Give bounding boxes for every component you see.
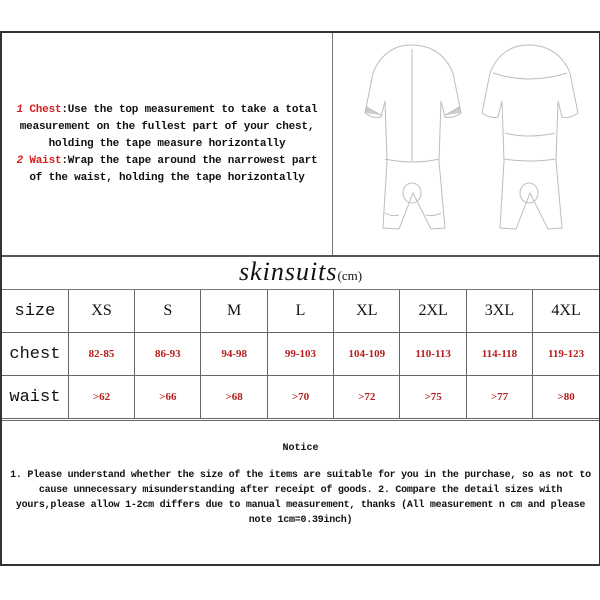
- waist-number: 2: [16, 154, 23, 167]
- table-row-waist: [2, 376, 599, 419]
- size-header: M: [201, 290, 267, 333]
- waist-value: >77: [466, 376, 532, 419]
- waist-value: >70: [267, 376, 333, 419]
- measurement-instructions: 1 Chest:Use the top measurement to take a total measurement on the fullest part of your chest, holding the tape measure horizontally 2 Waist:Wrap the tape around the narrowest part of the waist, holding the tape horizontally: [2, 33, 333, 255]
- waist-instruction: Wrap the tape around the narrowest part of the waist, holding the tape horizontally: [29, 154, 318, 184]
- chest-value: 114-118: [466, 333, 532, 376]
- chest-value: 99-103: [267, 333, 333, 376]
- notice-title: Notice: [282, 443, 319, 454]
- chart-title-row: [2, 255, 599, 290]
- chest-label: Chest: [29, 103, 62, 116]
- size-table: [2, 290, 599, 419]
- size-header: 2XL: [400, 290, 466, 333]
- chest-instruction: Use the top measurement to take a total measurement on the fullest part of your chest, holding the tape measure horizontally: [19, 103, 318, 150]
- size-header: 4XL: [533, 290, 599, 333]
- skinsuit-back-icon: [482, 45, 578, 229]
- notice-body: 1. Please understand whether the size of the items are suitable for you in the purchase, so as not to cause unnecessary misunderstanding after receipt of goods. 2. Compare the detail sizes with yours,please allow 1-2cm differs due to manual measurement, thanks (All measurement n cm and please note 1cm=0.39inch): [10, 470, 591, 526]
- size-chart-frame: [0, 31, 600, 566]
- skinsuit-illustration: [333, 33, 599, 255]
- chest-value: 82-85: [68, 333, 134, 376]
- row-label-size: size: [2, 290, 68, 333]
- table-row-chest: [2, 333, 599, 376]
- waist-value: >80: [533, 376, 599, 419]
- waist-value: >68: [201, 376, 267, 419]
- size-header: 3XL: [466, 290, 532, 333]
- size-header: S: [135, 290, 201, 333]
- chest-value: 104-109: [334, 333, 400, 376]
- size-header: L: [267, 290, 333, 333]
- header-section: [2, 33, 599, 257]
- size-header: XS: [68, 290, 134, 333]
- notice-section: [2, 420, 599, 565]
- chart-unit: (cm): [337, 268, 363, 283]
- chest-value: 110-113: [400, 333, 466, 376]
- waist-value: >72: [334, 376, 400, 419]
- waist-label: Waist: [29, 154, 62, 167]
- chest-value: 94-98: [201, 333, 267, 376]
- chest-value: 119-123: [533, 333, 599, 376]
- waist-value: >66: [135, 376, 201, 419]
- chest-number: 1: [16, 103, 23, 116]
- row-label-waist: waist: [2, 376, 68, 419]
- waist-value: >62: [68, 376, 134, 419]
- chest-value: 86-93: [135, 333, 201, 376]
- waist-value: >75: [400, 376, 466, 419]
- size-header: XL: [334, 290, 400, 333]
- table-row-size: [2, 290, 599, 333]
- skinsuit-front-icon: [365, 45, 461, 229]
- chart-title: skinsuits: [238, 257, 338, 286]
- row-label-chest: chest: [2, 333, 68, 376]
